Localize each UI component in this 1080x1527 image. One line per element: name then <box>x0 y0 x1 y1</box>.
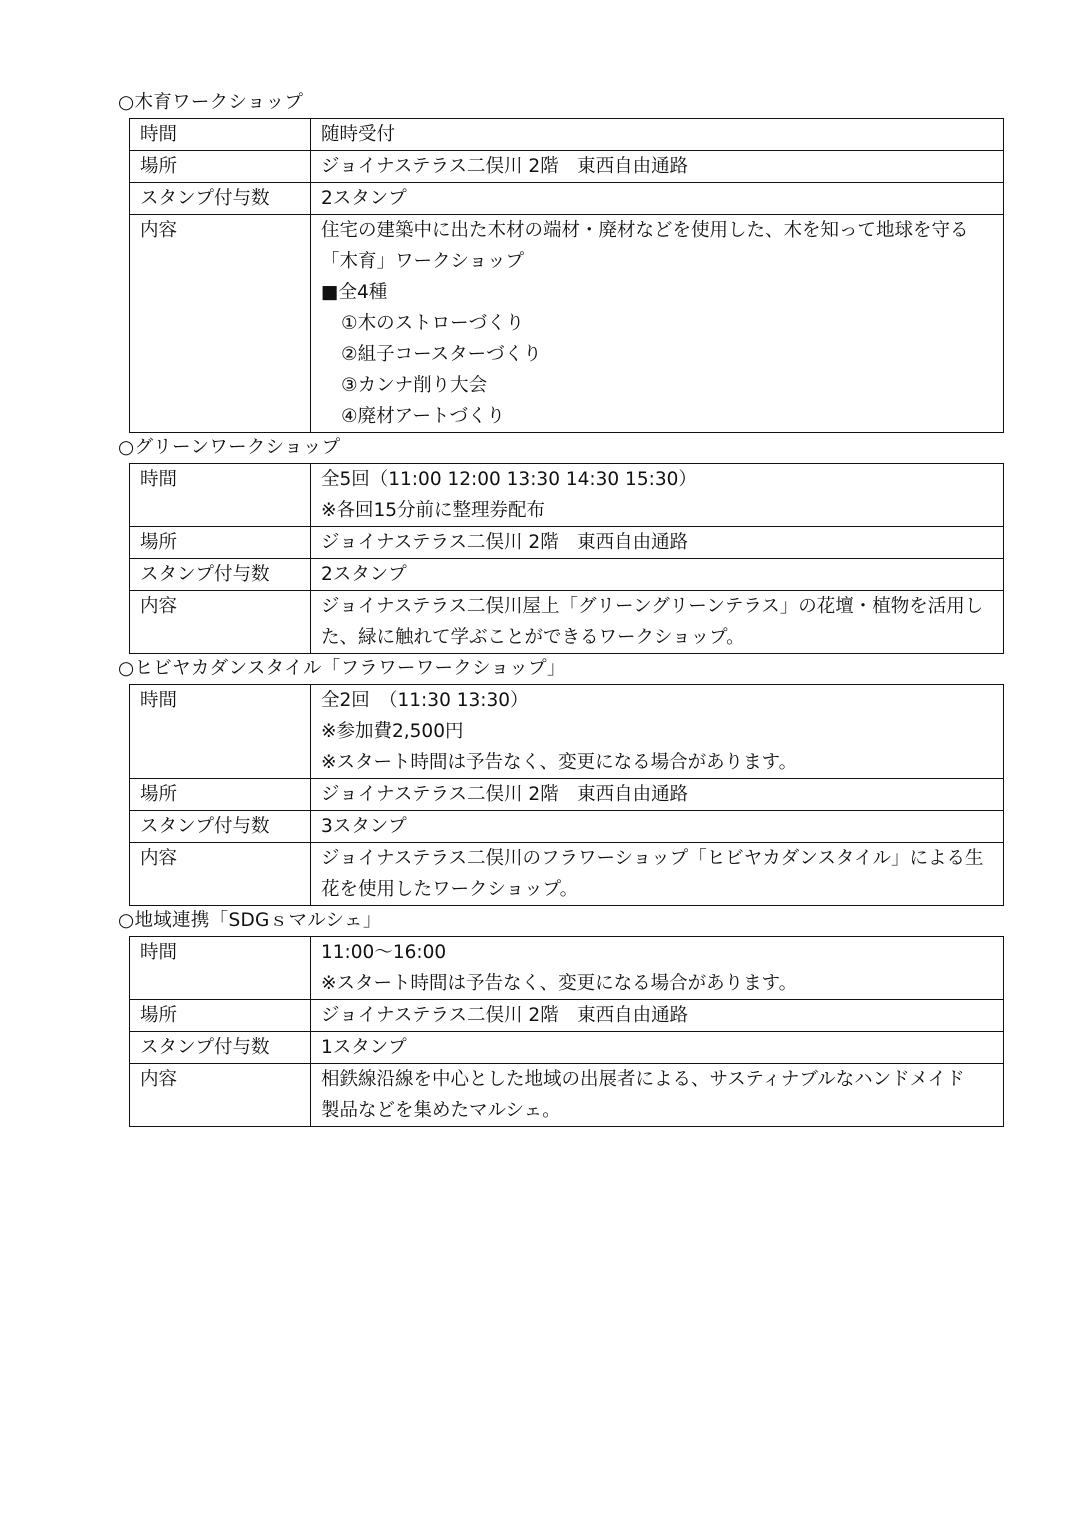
row-value <box>311 1000 1004 1032</box>
value-line: ※各回15分前に整理券配布 <box>321 500 546 521</box>
value-line: ジョイナステラス二俣川屋上「グリーングリーンテラス」の花壇・植物を活用し <box>321 596 984 617</box>
row-label <box>130 685 311 779</box>
row-label <box>130 559 311 591</box>
table-row <box>130 1064 1004 1127</box>
row-label-text: 時間 <box>140 942 178 963</box>
row-label <box>130 464 311 527</box>
section-title: ○グリーンワークショップ <box>118 437 341 458</box>
info-table <box>129 463 1004 654</box>
value-line: 相鉄線沿線を中心とした地域の出展者による、サスティナブルなハンドメイド <box>321 1069 965 1090</box>
row-value <box>311 1032 1004 1064</box>
table-row <box>130 559 1004 591</box>
document-page <box>118 88 1004 1127</box>
row-label-text: 内容 <box>140 848 178 869</box>
section-title: ○ヒビヤカダンスタイル「フラワーワークショップ」 <box>118 658 566 679</box>
section-title: ○木育ワークショップ <box>118 92 304 113</box>
value-line: ②組子コースターづくり <box>341 344 542 365</box>
row-label <box>130 119 311 151</box>
row-value <box>311 843 1004 906</box>
row-label-text: スタンプ付与数 <box>140 1037 270 1058</box>
info-table <box>129 936 1004 1127</box>
row-value <box>311 779 1004 811</box>
table-row <box>130 527 1004 559</box>
row-value <box>311 937 1004 1000</box>
value-line: ※スタート時間は予告なく、変更になる場合があります。 <box>321 752 798 773</box>
row-value <box>311 527 1004 559</box>
info-table <box>129 684 1004 906</box>
row-label <box>130 527 311 559</box>
row-label <box>130 183 311 215</box>
value-line: ④廃材アートづくり <box>341 406 506 427</box>
row-label <box>130 843 311 906</box>
value-line: 全2回 （11:30 13:30） <box>321 690 529 711</box>
row-value <box>311 811 1004 843</box>
table-row <box>130 215 1004 433</box>
row-label <box>130 151 311 183</box>
row-label-text: 場所 <box>140 784 178 805</box>
table-row <box>130 1000 1004 1032</box>
table-row <box>130 1032 1004 1064</box>
row-label-text: 場所 <box>140 156 178 177</box>
section-title: ○地域連携「SDGｓマルシェ」 <box>118 910 382 931</box>
row-label <box>130 811 311 843</box>
value-line: ■全4種 <box>321 282 388 303</box>
value-line: 3スタンプ <box>321 816 407 837</box>
table-row <box>130 843 1004 906</box>
row-value <box>311 215 1004 433</box>
value-line: ジョイナステラス二俣川 2階 東西自由通路 <box>321 1005 689 1026</box>
row-label-text: 内容 <box>140 596 178 617</box>
row-label-text: 内容 <box>140 220 178 241</box>
value-line: 随時受付 <box>321 124 396 145</box>
row-label-text: 内容 <box>140 1069 178 1090</box>
row-label-text: 場所 <box>140 1005 178 1026</box>
row-label <box>130 937 311 1000</box>
row-label-text: スタンプ付与数 <box>140 564 270 585</box>
row-label <box>130 215 311 433</box>
row-label <box>130 1064 311 1127</box>
value-line: ※スタート時間は予告なく、変更になる場合があります。 <box>321 973 798 994</box>
row-value <box>311 591 1004 654</box>
table-row <box>130 779 1004 811</box>
row-value <box>311 464 1004 527</box>
value-line: 全5回（11:00 12:00 13:30 14:30 15:30） <box>321 469 697 490</box>
table-row <box>130 119 1004 151</box>
table-row <box>130 464 1004 527</box>
value-line: ①木のストローづくり <box>341 313 525 334</box>
table-row <box>130 183 1004 215</box>
row-label-text: 時間 <box>140 469 178 490</box>
value-line: ジョイナステラス二俣川 2階 東西自由通路 <box>321 532 689 553</box>
table-row <box>130 685 1004 779</box>
row-label <box>130 591 311 654</box>
row-value <box>311 151 1004 183</box>
table-row <box>130 591 1004 654</box>
value-line: 11:00～16:00 <box>321 942 447 963</box>
table-row <box>130 151 1004 183</box>
row-label-text: 場所 <box>140 532 178 553</box>
row-label <box>130 1000 311 1032</box>
table-row <box>130 811 1004 843</box>
row-label <box>130 1032 311 1064</box>
value-line: ※参加費2,500円 <box>321 721 464 742</box>
row-label <box>130 779 311 811</box>
value-line: 「木育」ワークショップ <box>321 251 525 272</box>
row-value <box>311 183 1004 215</box>
value-line: 2スタンプ <box>321 188 407 209</box>
row-label-text: 時間 <box>140 690 178 711</box>
table-row <box>130 937 1004 1000</box>
row-label-text: スタンプ付与数 <box>140 188 270 209</box>
value-line: 2スタンプ <box>321 564 407 585</box>
row-label-text: 時間 <box>140 124 178 145</box>
value-line: ジョイナステラス二俣川 2階 東西自由通路 <box>321 156 689 177</box>
value-line: ③カンナ削り大会 <box>341 375 488 396</box>
value-line: ジョイナステラス二俣川のフラワーショップ「ヒビヤカダンスタイル」による生 <box>321 848 984 869</box>
value-line: 花を使用したワークショップ。 <box>321 879 579 900</box>
row-label-text: スタンプ付与数 <box>140 816 270 837</box>
info-table <box>129 118 1004 433</box>
value-line: 住宅の建築中に出た木材の端材・廃材などを使用した、木を知って地球を守る <box>321 220 969 241</box>
row-value <box>311 119 1004 151</box>
row-value <box>311 559 1004 591</box>
value-line: 1スタンプ <box>321 1037 407 1058</box>
value-line: 製品などを集めたマルシェ。 <box>321 1100 561 1121</box>
row-value <box>311 1064 1004 1127</box>
value-line: ジョイナステラス二俣川 2階 東西自由通路 <box>321 784 689 805</box>
row-value <box>311 685 1004 779</box>
value-line: た、緑に触れて学ぶことができるワークショップ。 <box>321 627 745 648</box>
